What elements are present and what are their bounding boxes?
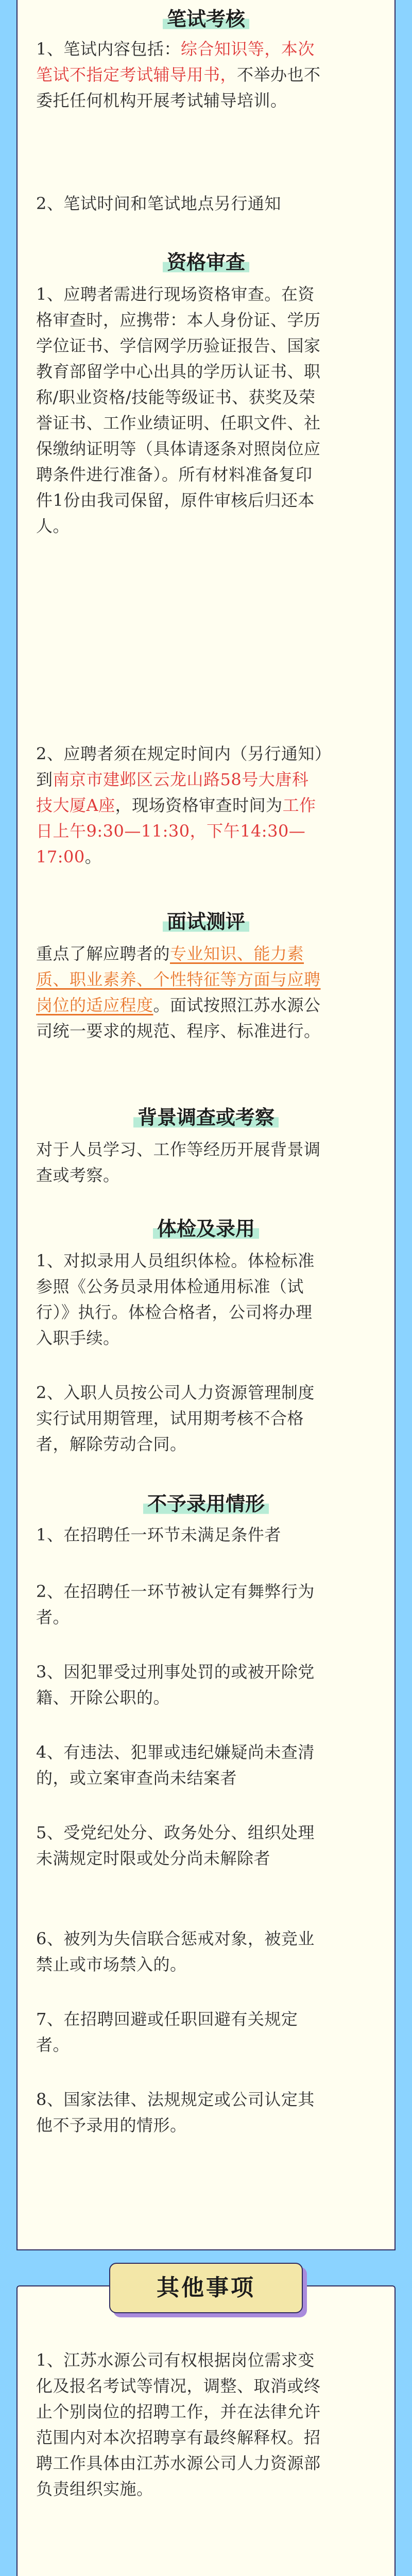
written-exam-time: 2、笔试时间和笔试地点另行通知 xyxy=(36,194,281,213)
other-matters-card xyxy=(16,2285,396,2576)
section-title-background: 背景调查或考察 xyxy=(18,1101,394,1130)
probation-content: 2、入职人员按公司人力资源管理制度实行试用期管理，试用期考核不合格者，解除劳动合同。 xyxy=(36,1383,315,1454)
not-hired-item-6: 6、被列为失信联合惩戒对象，被竞业禁止或市场禁入的。 xyxy=(36,1929,315,1974)
qualification-hours: 工作日上午9:30—11:30，下午14:30—17:00 xyxy=(36,795,316,867)
interview-focus: 专业知识、能力素质、职业素养、个性特征等方面与应聘岗位的适应程度 xyxy=(36,944,321,1015)
physical-exam-content: 1、对拟录用人员组织体检。体检标准参照《公务员录用体检通用标准（试行）》执行。体检合格者，公司将办理入职手续。 xyxy=(36,1251,315,1348)
written-exam-note: 综合知识等，本次笔试不指定考试辅导用书， xyxy=(36,39,315,84)
not-hired-item-4: 4、有违法、犯罪或违纪嫌疑尚未查清的，或立案审查尚未结案者 xyxy=(36,1742,315,1788)
qualification-location-time: 2、应聘者须在规定时间内（另行通知）到南京市建邺区云龙山路58号大唐科技大厦A座，现场资格审查时间为工作日上午9:30—11:30，下午14:30—17:00。 xyxy=(36,744,323,867)
interview-content: 重点了解应聘者的专业知识、能力素质、职业素养、个性特征等方面与应聘岗位的适应程度。面试按照江苏水源公司统一要求的规范、程序、标准进行。 xyxy=(36,944,321,1041)
qualification-address: 南京市建邺区云龙山路58号大唐科技大厦A座 xyxy=(36,770,309,815)
qualification-materials: 1、应聘者需进行现场资格审查。在资格审查时，应携带：本人身份证、学历学位证书、学信网学历验证报告、国家教育部留学中心出具的学历认证书、职称/职业资格/技能等级证书、获奖及荣誉证书、工作业绩证明、任职文件、社保缴纳证明等（具体请逐条对照岗位应聘条件进行准备）。所有材料准备复印件1份由我司保留，原件审核后归还本人。 xyxy=(36,284,321,536)
written-exam-content: 1、笔试内容包括：综合知识等，本次笔试不指定考试辅导用书，不举办也不委托任何机构开展考试辅导培训。 xyxy=(36,39,321,110)
section-title-interview: 面试测评 xyxy=(18,906,394,934)
not-hired-item-1: 1、在招聘任一环节未满足条件者 xyxy=(36,1525,281,1545)
not-hired-item-5: 5、受党纪处分、政务处分、组织处理未满规定时限或处分尚未解除者 xyxy=(36,1823,315,1868)
section-title-qualification: 资格审查 xyxy=(18,246,394,275)
other-matters-badge: 其他事项 xyxy=(109,2263,303,2313)
background-content: 对于人员学习、工作等经历开展背景调查或考察。 xyxy=(36,1140,321,1185)
not-hired-item-2: 2、在招聘任一环节被认定有舞弊行为者。 xyxy=(36,1582,315,1627)
section-title-written-exam: 笔试考核 xyxy=(18,3,394,31)
section-title-physical: 体检及录用 xyxy=(18,1213,394,1241)
not-hired-item-7: 7、在招聘回避或任职回避有关规定者。 xyxy=(36,2009,298,2055)
section-title-not-hired: 不予录用情形 xyxy=(18,1488,394,1516)
not-hired-item-3: 3、因犯罪受过刑事处罚的或被开除党籍、开除公职的。 xyxy=(36,1662,315,1707)
other-item-1: 1、江苏水源公司有权根据岗位需求变化及报名考试等情况，调整、取消或终止个别岗位的招聘工作，并在法律允许范围内对本次招聘享有最终解释权。招聘工作具体由江苏水源公司人力资源部负责组织实施。 xyxy=(36,2350,321,2499)
not-hired-item-8: 8、国家法律、法规规定或公司认定其他不予录用的情形。 xyxy=(36,2090,315,2135)
recruitment-details-card xyxy=(16,0,396,2250)
